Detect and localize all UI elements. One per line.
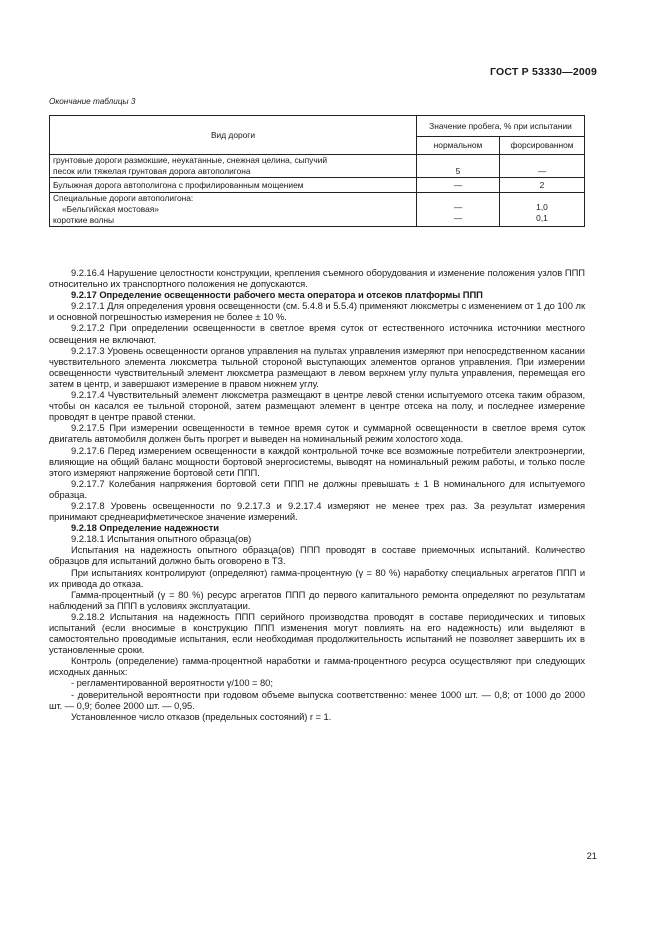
table-cell-normal: 5 — [417, 155, 500, 178]
table-cell-normal: — — — [417, 193, 500, 227]
header-mileage-group: Значение пробега, % при испытании — [417, 116, 585, 137]
paragraph: 9.2.17.1 Для определения уровня освещенности (см. 5.4.8 и 5.5.4) применяют люксметры с изменением от 1 до 100 лк и основной погрешностью измерения не более ± 10 %. — [49, 300, 585, 323]
table-cell-road: Специальные дороги автополигона: «Бельгийская мостовая» короткие волны — [50, 193, 417, 227]
table-row — [50, 193, 585, 227]
header-normal: нормальном — [417, 137, 500, 155]
table-cell-forced: — — [500, 155, 585, 178]
table-cell-road: грунтовые дороги размокшие, неукатанные, снежная целина, сыпучий песок или тяжелая грунтовая дорога автополигона — [50, 155, 417, 178]
road-type-table — [49, 115, 585, 227]
table-cell-forced: 1,0 0,1 — [500, 193, 585, 227]
table-header-row — [50, 116, 585, 137]
table-cell-forced: 2 — [500, 178, 585, 193]
list-item: - доверительной вероятности при годовом объеме выпуска соответственно: менее 1000 шт. — 0,8; от 1000 до 2000 шт. — 0,9; более 2000 шт. — 0,95. — [49, 688, 585, 711]
paragraph: 9.2.17.8 Уровень освещенности по 9.2.17.3 и 9.2.17.4 измеряют не менее трех раз. За результат измерения принимают среднеарифметическое значение измерений. — [49, 499, 585, 523]
table-cell-normal: — — [417, 178, 500, 193]
paragraph: 9.2.17.7 Колебания напряжения бортовой сети ППП не должны превышать ± 1 В номинального для испытуемого образца. — [49, 477, 585, 500]
paragraph: 9.2.17.4 Чувствительный элемент люксметра размещают в центре левой стенки испытуемого отсека таким образом, чтобы он касался ее тыльной стороной, затем размещают элемент в центре отсека на полу, и последнее измерение проводят в центре правой стенки. — [49, 389, 585, 423]
paragraph: 9.2.17.6 Перед измерением освещенности в каждой контрольной точке все возможные потребители электроэнергии, влияющие на общий баланс мощности бортовой энергосистемы, выводят на номинальный режим работы, и только после этого измеряют напряжение бортовой сети ППП. — [49, 444, 585, 478]
list-item: - регламентированной вероятности γ/100 = 80; — [71, 677, 273, 689]
paragraph: При испытаниях контролируют (определяют) гамма-процентную (γ = 80 %) наработку специальных агрегатов ППП и их привода до отказа. — [49, 566, 585, 589]
paragraph: Гамма-процентный (γ = 80 %) ресурс агрегатов ППП до первого капитального ремонта определяют по результатам наблюдений за ППП в условиях эксплуатации. — [49, 588, 585, 611]
paragraph: 9.2.17.3 Уровень освещенности органов управления на пультах управления измеряют при непосредственном касании чувствительного элемента люксметра тыльной стороной выступающих элементов органов управления. При измерении освещенности чувствительный элемент люксметра размещают в левом верхнем углу пульта управления, перемещая его затем в центр, и завершают измерение в правом нижнем углу. — [49, 344, 585, 389]
paragraph: Испытания на надежность опытного образца(ов) ППП проводят в составе приемочных испытаний. Количество образцов для испытаний должно быть оговорено в ТЗ. — [49, 544, 585, 567]
paragraph: 9.2.17.2 При определении освещенности в светлое время суток от естественного источника источники местного освещения не включают. — [49, 322, 585, 345]
table-cell-road: Булыжная дорога автополигона с профилированным мощением — [50, 178, 417, 193]
header-road-type: Вид дороги — [50, 116, 417, 155]
paragraph: Контроль (определение) гамма-процентной наработки и гамма-процентного ресурса осуществляют при следующих исходных данных: — [49, 655, 585, 678]
paragraph: Установленное число отказов (предельных состояний) r = 1. — [71, 710, 332, 722]
body-text — [49, 267, 585, 722]
paragraph: 9.2.18.2 Испытания на надежность ППП серийного производства проводят в составе периодических и типовых испытаний (если вносимые в конструкцию ППП изменения могут повлиять на его надежность) или выделяют в самостоятельно проводимые испытания, если необходимая продолжительность испытаний не позволяет завершить их в установленные сроки. — [49, 610, 585, 656]
table-caption: Окончание таблицы 3 — [49, 97, 136, 106]
page-number: 21 — [586, 850, 597, 861]
paragraph: 9.2.18.1 Испытания опытного образца(ов) — [71, 533, 252, 545]
section-heading: 9.2.18 Определение надежности — [71, 522, 219, 534]
header-forced: форсированном — [500, 137, 585, 155]
table-row — [50, 178, 585, 193]
table-row — [50, 155, 585, 178]
paragraph: 9.2.17.5 При измерении освещенности в темное время суток и суммарной освещенности в светлое время суток двигатель автомобиля должен быть прогрет и выведен на номинальный режим холостого хода. — [49, 422, 585, 445]
document-header: ГОСТ Р 53330—2009 — [489, 66, 597, 78]
paragraph: 9.2.16.4 Нарушение целостности конструкции, крепления съемного оборудования и изменение положения узлов ППП относительно их транспортного положения не допускаются. — [49, 267, 585, 290]
section-heading: 9.2.17 Определение освещенности рабочего места оператора и отсеков платформы ППП — [71, 289, 483, 301]
